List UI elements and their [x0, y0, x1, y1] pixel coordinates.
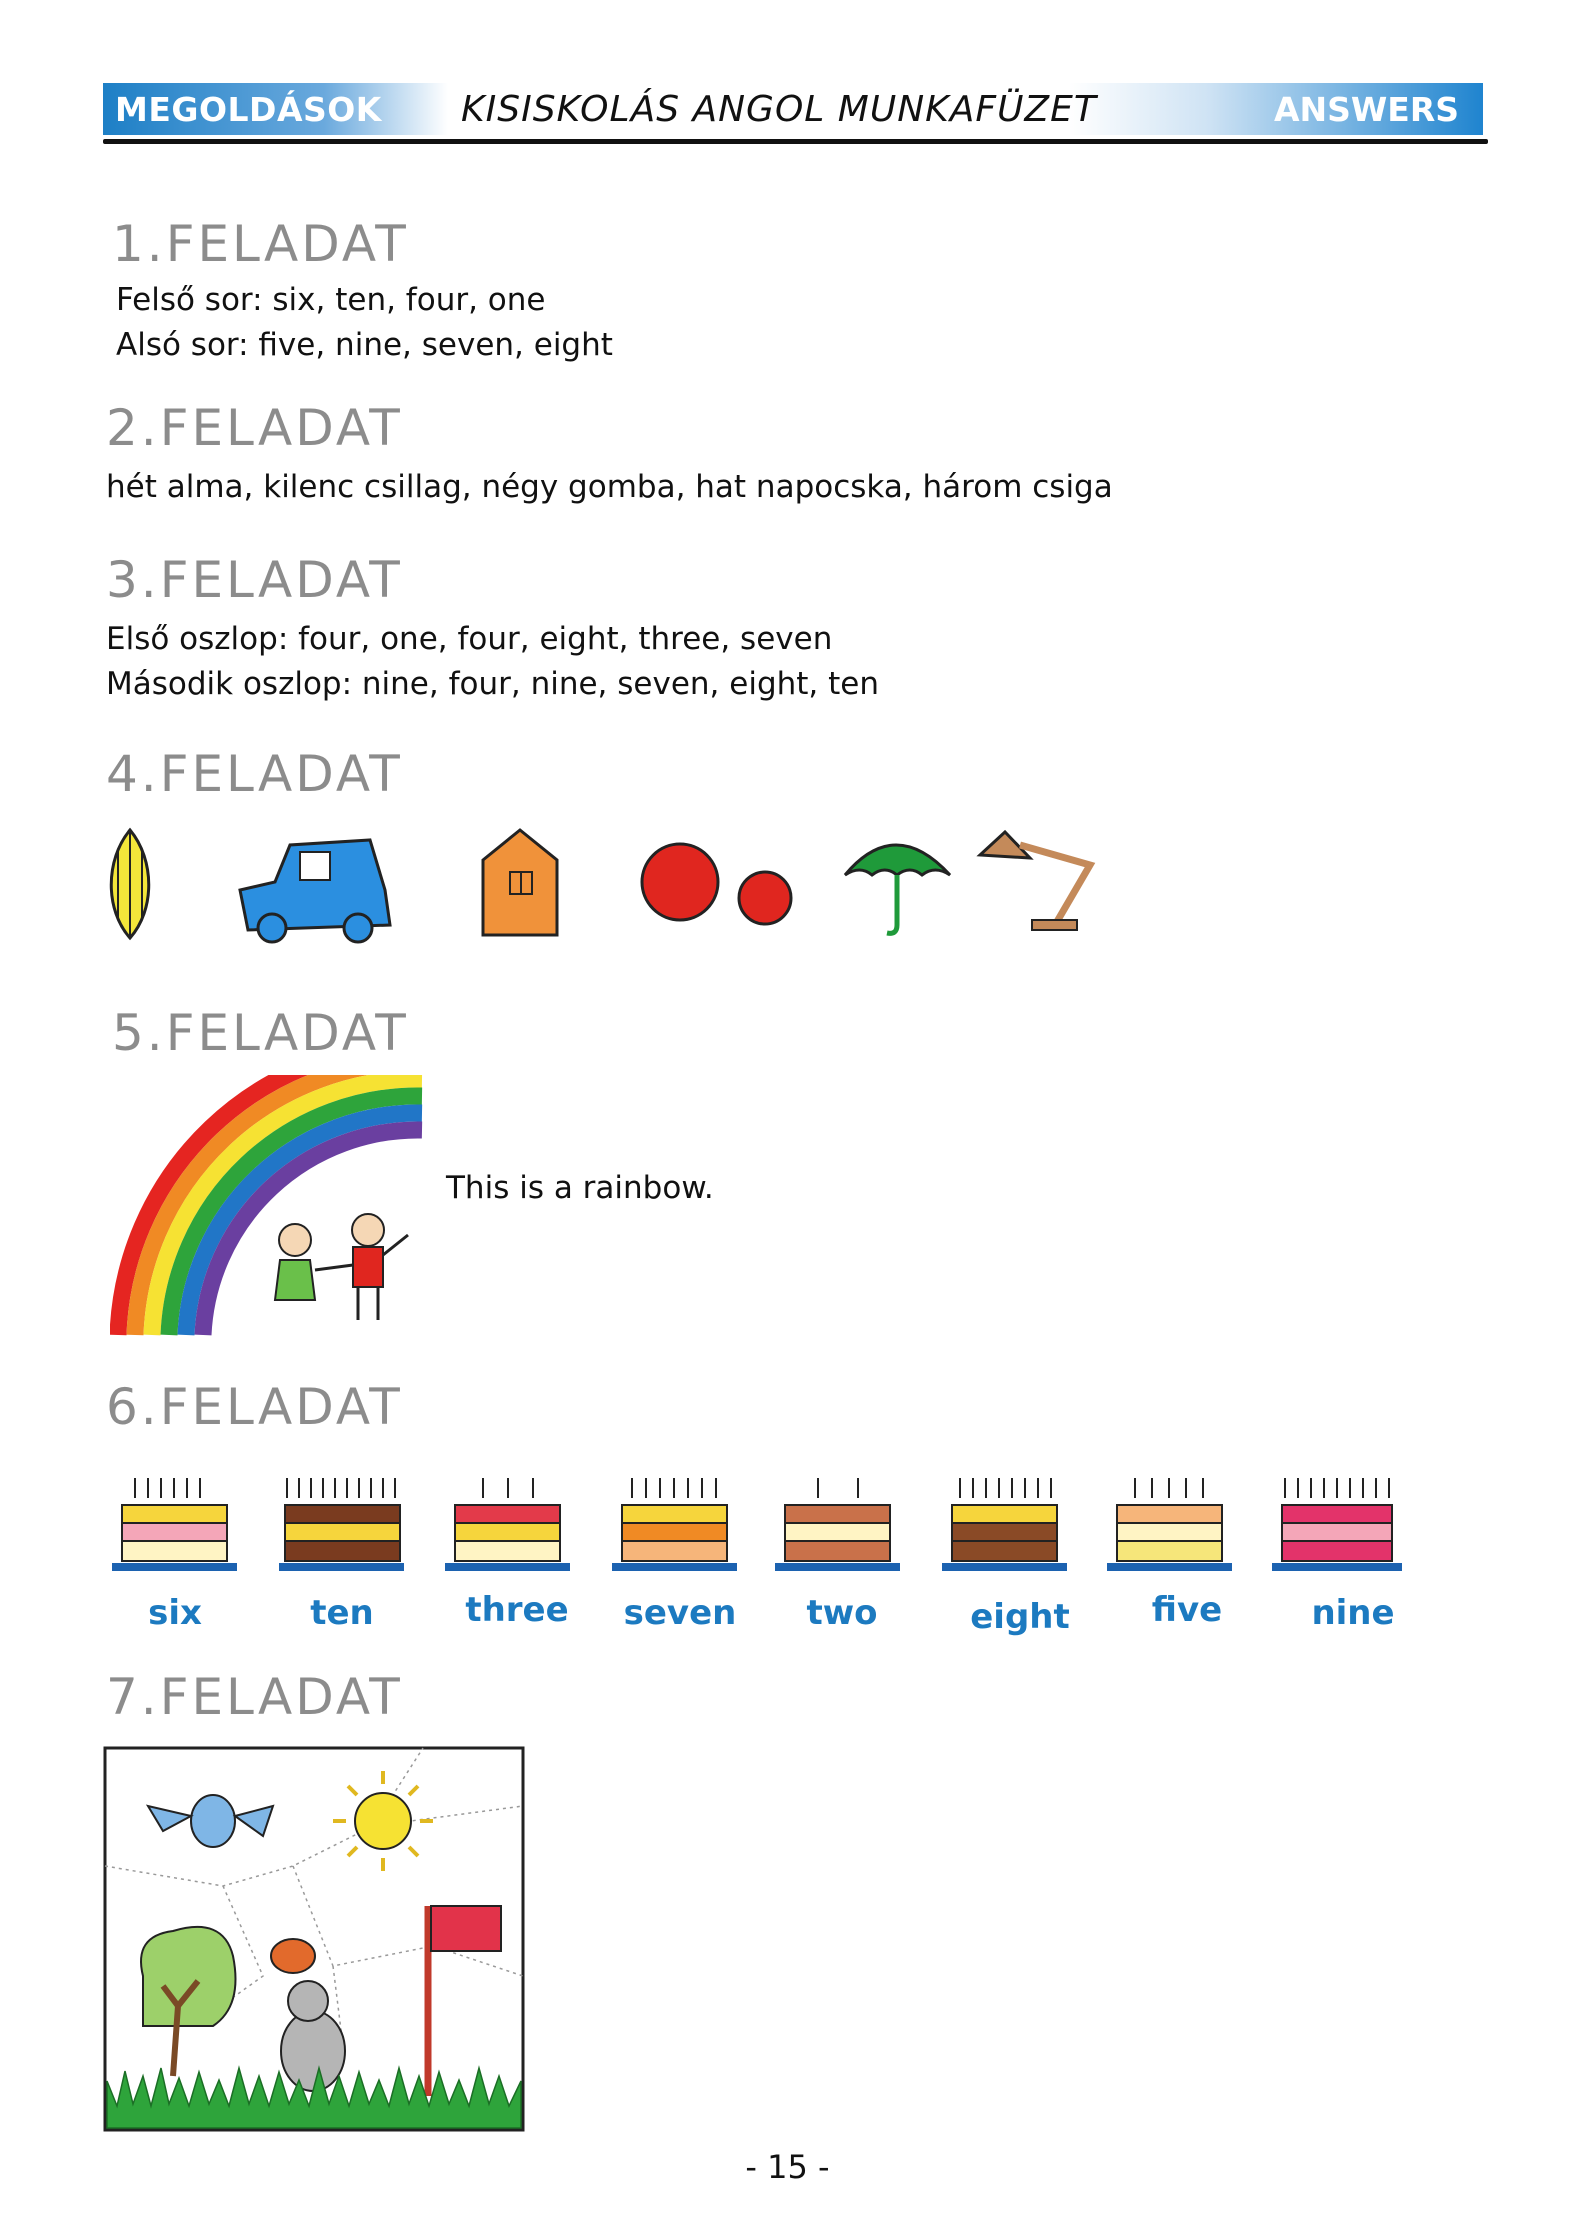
cake-ten [279, 1478, 404, 1571]
house-picture [483, 830, 557, 935]
cake-label-8: nine [1311, 1593, 1395, 1633]
section-6-title: 6.FELADAT [106, 1378, 403, 1436]
cake-label-5: two [806, 1593, 878, 1633]
cake-label-1: six [148, 1593, 202, 1633]
cake-nine [1272, 1478, 1402, 1571]
section-2-title: 2.FELADAT [106, 399, 403, 457]
cake-label-4: seven [623, 1593, 737, 1633]
section-4-pictures [100, 820, 1160, 950]
lamp-picture [980, 832, 1090, 930]
section-3-line-2: Második oszlop: nine, four, nine, seven, eight, ten [106, 666, 880, 702]
cake-label-2: ten [310, 1593, 374, 1633]
children-picture [275, 1214, 408, 1320]
section-1-title: 1.FELADAT [112, 215, 409, 273]
mushroom-picture [271, 1939, 315, 1973]
section-2-line-1: hét alma, kilenc csillag, négy gomba, hat napocska, három csiga [106, 469, 1113, 505]
section-7-picture [103, 1746, 525, 2132]
section-5-caption: This is a rainbow. [446, 1170, 714, 1206]
section-7-title: 7.FELADAT [106, 1668, 403, 1726]
cake-three [445, 1478, 570, 1571]
rainbow-picture [110, 1075, 425, 1340]
header-title: KISISKOLÁS ANGOL MUNKAFÜZET [461, 89, 1097, 130]
header-left-label: MEGOLDÁSOK [115, 90, 382, 129]
section-3-line-1: Első oszlop: four, one, four, eight, three, seven [106, 621, 833, 657]
page-number: - 15 - [745, 2148, 830, 2186]
umbrella-picture [845, 845, 950, 933]
cake-six [112, 1478, 237, 1571]
section-1-line-1: Felső sor: six, ten, four, one [116, 282, 546, 318]
header-right-label: ANSWERS [1273, 90, 1459, 129]
section-5-title: 5.FELADAT [112, 1004, 409, 1062]
cake-two [775, 1478, 900, 1571]
section-1-line-2: Alsó sor: five, nine, seven, eight [116, 327, 613, 363]
star-fruit-picture [111, 830, 149, 938]
cake-label-3: three [465, 1590, 569, 1630]
page-header [103, 83, 1483, 135]
cake-eight [942, 1478, 1067, 1571]
cake-seven [612, 1478, 737, 1571]
cake-label-7: five [1151, 1590, 1223, 1630]
car-picture [240, 840, 390, 942]
section-4-title: 4.FELADAT [106, 745, 403, 803]
header-divider [103, 139, 1488, 144]
cake-label-6: eight [970, 1597, 1070, 1637]
cakes-picture [105, 1470, 1440, 1600]
section-3-title: 3.FELADAT [106, 551, 403, 609]
cake-five [1107, 1478, 1232, 1571]
balls-picture [642, 844, 791, 924]
